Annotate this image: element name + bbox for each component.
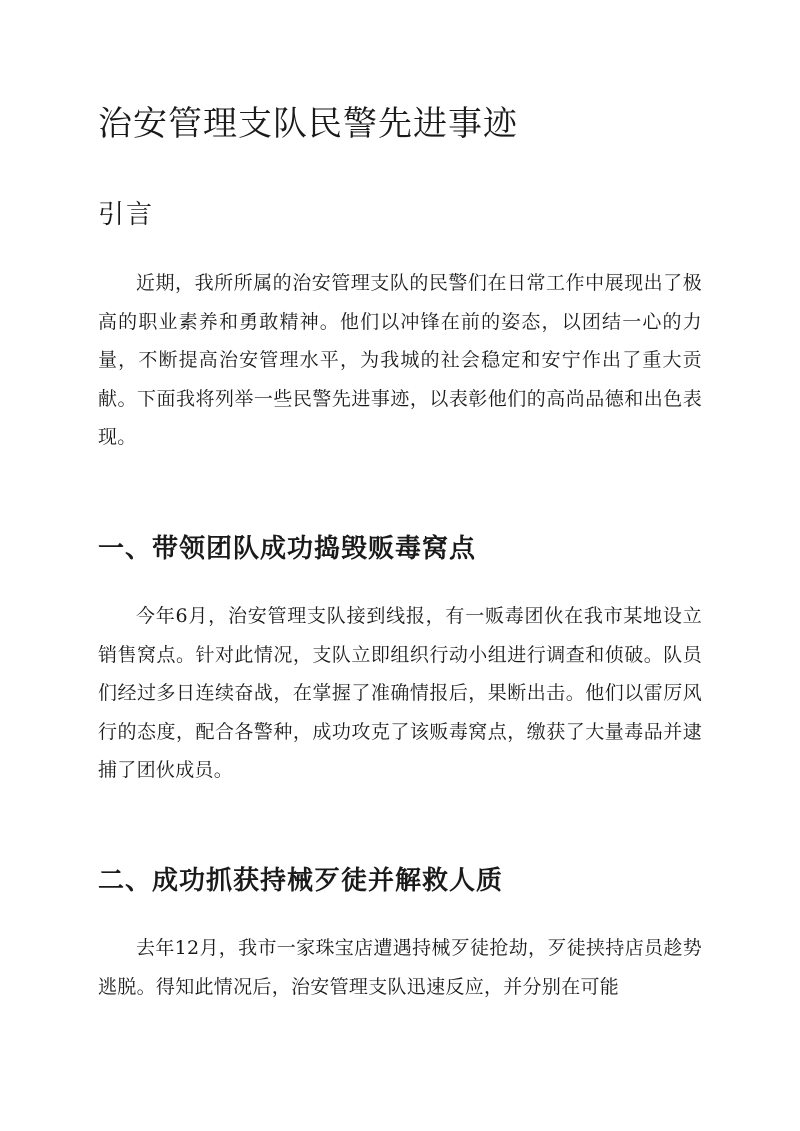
section-heading-2: 二、成功抓获持械歹徒并解救人质 [98, 866, 504, 896]
section-heading-1: 一、带领团队成功捣毁贩毒窝点 [98, 534, 477, 564]
section-paragraph-2: 去年12月，我市一家珠宝店遭遇持械歹徒抢劫，歹徒挟持店员趁势逃脱。得知此情况后，治安管理支队迅速反应，并分别在可能 [98, 937, 702, 998]
section-paragraph-1: 今年6月，治安管理支队接到线报，有一贩毒团伙在我市某地设立销售窝点。针对此情况，支队立即组织行动小组进行调查和侦破。队员们经过多日连续奋战，在掌握了准确情报后，果断出击。他们以雷厉风行的态度，配合各警种，成功攻克了该贩毒窝点，缴获了大量毒品并逮捕了团伙成员。 [98, 605, 702, 781]
intro-heading: 引言 [98, 200, 155, 230]
intro-paragraph: 近期，我所所属的治安管理支队的民警们在日常工作中展现出了极高的职业素养和勇敢精神。他们以冲锋在前的姿态，以团结一心的力量，不断提高治安管理水平，为我城的社会稳定和安宁作出了重大贡献。下面我将列举一些民警先进事迹，以表彰他们的高尚品德和出色表现。 [98, 272, 702, 448]
document-title: 治安管理支队民警先进事迹 [98, 104, 518, 144]
